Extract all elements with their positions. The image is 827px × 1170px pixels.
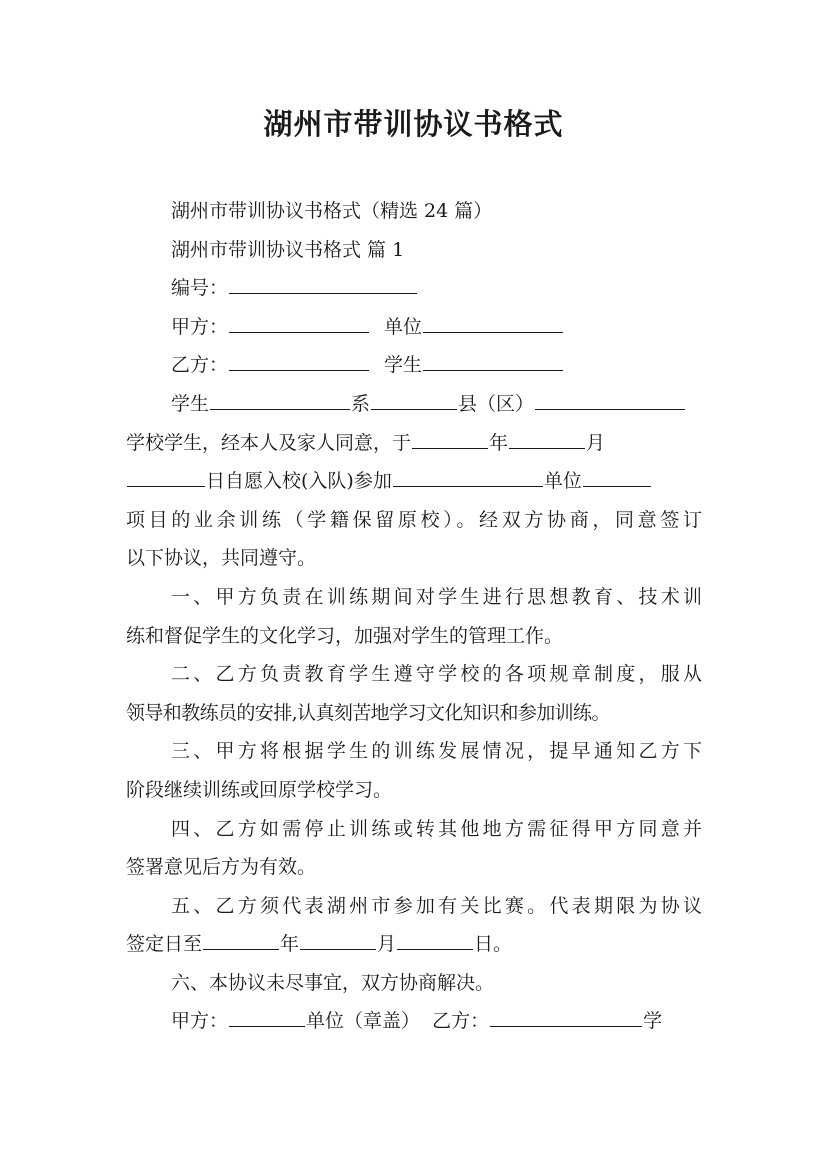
para1-line2 <box>126 424 702 463</box>
party-a-sign-blank <box>229 1005 305 1027</box>
para1-text: 学生 <box>171 392 210 415</box>
end-month-blank <box>300 928 376 950</box>
para1-text: 日自愿入校(入队)参加 <box>206 470 392 493</box>
clause-6: 六、本协议未尽事宜，双方协商解决。 <box>171 971 495 994</box>
subtitle-line: 湖州市带训协议书格式（精选 24 篇） <box>171 200 493 222</box>
signature-text: 甲方： <box>171 1010 229 1033</box>
party-b-sign-blank <box>490 1005 642 1027</box>
clause-4-line1: 四、乙方如需停止训练或转其他地方需征得甲方同意并 <box>171 817 702 840</box>
para1-line1 <box>126 385 702 424</box>
student-blank <box>423 349 563 371</box>
party-b-label: 乙方： <box>171 354 229 377</box>
clause-3-line2: 阶段继续训练或回原学校学习。 <box>126 778 393 801</box>
clause-3-line1: 三、甲方将根据学生的训练发展情况，提早通知乙方下 <box>171 740 702 763</box>
month-blank <box>509 427 585 449</box>
para1-line3 <box>126 462 702 501</box>
para1-line5: 以下协议，共同遵守。 <box>126 547 317 570</box>
clause-5-text: 日。 <box>474 933 513 956</box>
training-unit-blank <box>393 465 543 487</box>
para1-text: 单位 <box>543 470 582 493</box>
party-b-blank <box>229 349 369 371</box>
department-blank <box>371 388 457 410</box>
clause-2-line2: 领导和教练员的安排,认真刻苦地学习文化知识和参加训练。 <box>126 701 610 724</box>
number-blank <box>229 272 417 294</box>
student-label: 学生 <box>384 354 423 377</box>
unit-blank <box>423 311 563 333</box>
clause-5-text: 年 <box>280 933 300 956</box>
para1-text: 学校学生，经本人及家人同意，于 <box>126 431 412 454</box>
signature-line <box>126 1002 702 1041</box>
clause-5-line2 <box>126 925 702 964</box>
clause-2-line1: 二、乙方负责教育学生遵守学校的各项规章制度，服从 <box>171 663 702 686</box>
unit-label: 单位 <box>384 315 423 338</box>
student-name-blank <box>210 388 350 410</box>
number-label: 编号： <box>171 277 229 300</box>
clause-1-line2: 练和督促学生的文化学习，加强对学生的管理工作。 <box>126 624 564 647</box>
clause-4-line2: 签署意见后方为有效。 <box>126 856 317 879</box>
year-blank <box>412 427 488 449</box>
party-a-line <box>126 308 702 347</box>
chapter-heading: 湖州市带训协议书格式 篇 1 <box>171 238 405 261</box>
end-day-blank <box>397 928 473 950</box>
para1-text: 月 <box>586 431 606 454</box>
end-year-blank <box>203 928 279 950</box>
unit-name-blank <box>583 465 651 487</box>
clause-5-text: 签定日至 <box>126 933 203 956</box>
party-b-line <box>126 346 702 385</box>
signature-text: 单位（章盖） 乙方： <box>306 1010 490 1033</box>
clause-5-line1: 五、乙方须代表湖州市参加有关比赛。代表期限为协议 <box>171 894 702 917</box>
para1-text: 系 <box>351 392 371 415</box>
para1-line4: 项目的业余训练（学籍保留原校）。经双方协商，同意签订 <box>126 508 702 531</box>
signature-text: 学 <box>643 1010 663 1033</box>
clause-5-text: 月 <box>377 933 397 956</box>
para1-text: 年 <box>489 431 509 454</box>
number-line <box>126 269 702 308</box>
day-blank <box>127 465 205 487</box>
document-title: 湖州市带训协议书格式 <box>263 107 564 141</box>
clause-1-line1: 一、甲方负责在训练期间对学生进行思想教育、技术训 <box>171 585 702 608</box>
para1-text: 县（区） <box>458 392 535 415</box>
document-body <box>126 192 702 1041</box>
party-a-blank <box>229 311 369 333</box>
county-blank <box>535 388 685 410</box>
party-a-label: 甲方： <box>171 315 229 338</box>
